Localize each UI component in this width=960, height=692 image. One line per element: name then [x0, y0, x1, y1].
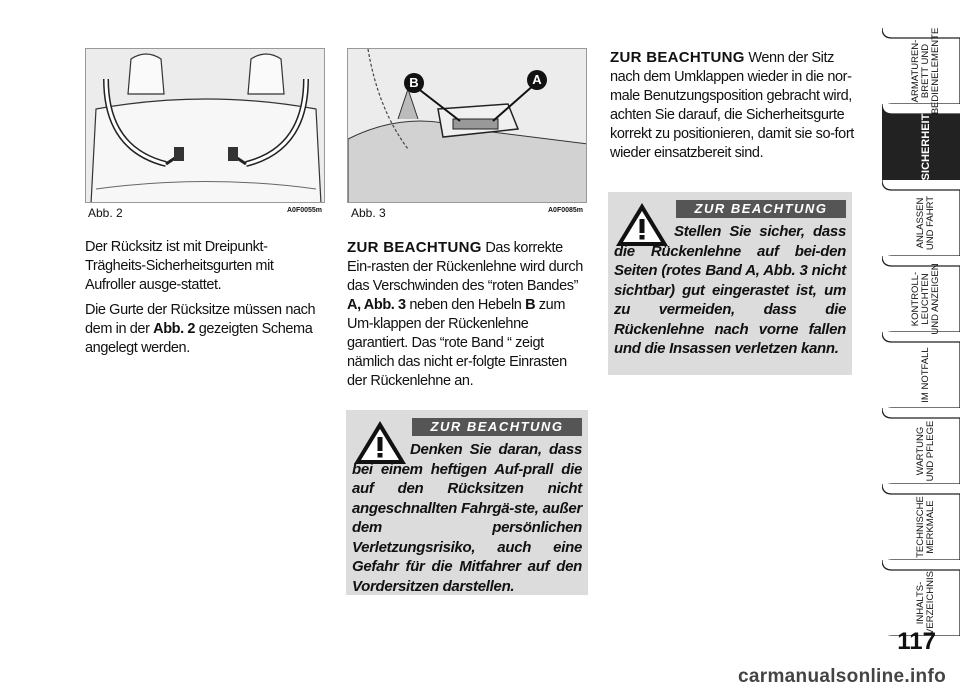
chapter-tab-label: SICHERHEIT	[920, 113, 932, 181]
text-run: Wenn der Sitz nach dem Umklappen wieder in die nor-male Benutzungsposition gebracht wird, achten Sie darauf, die Sicherheitsgurte korrekt zu positionieren, damit sie so-fort wieder einsatzbereit sind.	[610, 50, 854, 161]
paragraph	[610, 48, 854, 163]
chapter-tab-label: INHALTS- VERZEICHNIS	[915, 571, 936, 635]
warning-box-impact	[346, 410, 588, 595]
chapter-tab-label: ANLASSEN UND FAHRT	[915, 195, 936, 251]
figure-abb-2	[85, 48, 325, 203]
marker-reference: B	[525, 297, 536, 313]
paragraph	[347, 238, 589, 391]
marker-b-badge: B	[404, 73, 424, 93]
chapter-tab[interactable]	[882, 560, 960, 635]
chapter-tab-label: ARMATUREN- BRETT UND BEDIENELEMENTE	[910, 27, 941, 115]
text-run: gezeigten Schema angelegt werden.	[85, 321, 313, 356]
chapter-tab[interactable]	[882, 27, 960, 115]
figure-code: A0F0055m	[287, 207, 323, 214]
figure-reference: A, Abb. 3	[347, 297, 406, 313]
chapter-tab[interactable]	[882, 408, 960, 480]
page-number: 117	[897, 628, 936, 655]
paragraph: Der Rücksitz ist mit Dreipunkt-Trägheits-Sicherheitsgurten mit Aufroller ausge-stattet.	[85, 239, 274, 293]
chapter-tab[interactable]	[882, 180, 960, 252]
text-run: Das korrekte Ein-rasten der Rückenlehne wird durch das Verschwinden des “roten Bandes”	[347, 240, 583, 294]
figure-abb-3	[347, 48, 587, 203]
text-run: Die Gurte der Rücksitze müssen nach dem in der	[85, 302, 316, 337]
warning-text: Denken Sie daran, dass bei einem heftigen Auf-prall die auf den Rücksitzen nicht angeschnallten Fahrgä-ste, außer dem persönlichen Verletzungsrisiko, auch eine Gefahr für die Mitfahrer auf den Vordersitzen darstellen.	[352, 441, 582, 595]
figure-caption: Abb. 2	[88, 206, 123, 220]
warning-banner: ZUR BEACHTUNG	[412, 418, 582, 436]
chapter-tab-label: KONTROLL- LEUCHTEN UND ANZEIGEN	[910, 263, 941, 335]
figure-code: A0F0085m	[548, 207, 584, 214]
backrest-note-text	[347, 238, 589, 397]
figure-reference: Abb. 2	[153, 321, 196, 337]
warning-banner: ZUR BEACHTUNG	[676, 200, 846, 218]
note-heading: ZUR BEACHTUNG	[347, 239, 482, 256]
marker-a-badge: A	[527, 70, 547, 90]
warning-text: Stellen Sie sicher, dass die Rückenlehne auf bei-den Seiten (rotes Band A, Abb. 3 nicht sichtbar) gut eingerastet ist, um zu vermeiden, dass die Rückenlehne nach vorne fallen und die Insassen verletzen kann.	[614, 223, 846, 357]
chapter-tab[interactable]	[882, 256, 960, 335]
watermark: carmanualsonline.info	[738, 666, 946, 687]
chapter-tab[interactable]	[882, 104, 960, 181]
seat-return-note-text	[610, 48, 854, 169]
text-run: neben den Hebeln	[405, 297, 526, 313]
chapter-tab[interactable]	[882, 332, 960, 404]
chapter-tab-label: IM NOTFALL	[920, 347, 931, 403]
backrest-latch-illustration	[348, 49, 587, 203]
chapter-tab-label: WARTUNG UND PFLEGE	[915, 420, 936, 482]
note-heading: ZUR BEACHTUNG	[610, 49, 745, 66]
rear-seat-belts-illustration	[86, 49, 325, 203]
paragraph	[85, 301, 325, 358]
text-run: zum Um-klappen der Rückenlehne garantiert. Das “rote Band “ zeigt nämlich das nicht er-folgte Einrasten der Rückenlehne an.	[347, 297, 567, 389]
chapter-tab-label: TECHNISCHE MERKMALE	[915, 496, 936, 558]
chapter-tab[interactable]	[882, 484, 960, 556]
chapter-tabs	[870, 0, 960, 692]
warning-box-backrest	[608, 192, 852, 375]
figure-caption: Abb. 3	[351, 206, 386, 220]
rear-seat-belt-text	[85, 238, 325, 364]
